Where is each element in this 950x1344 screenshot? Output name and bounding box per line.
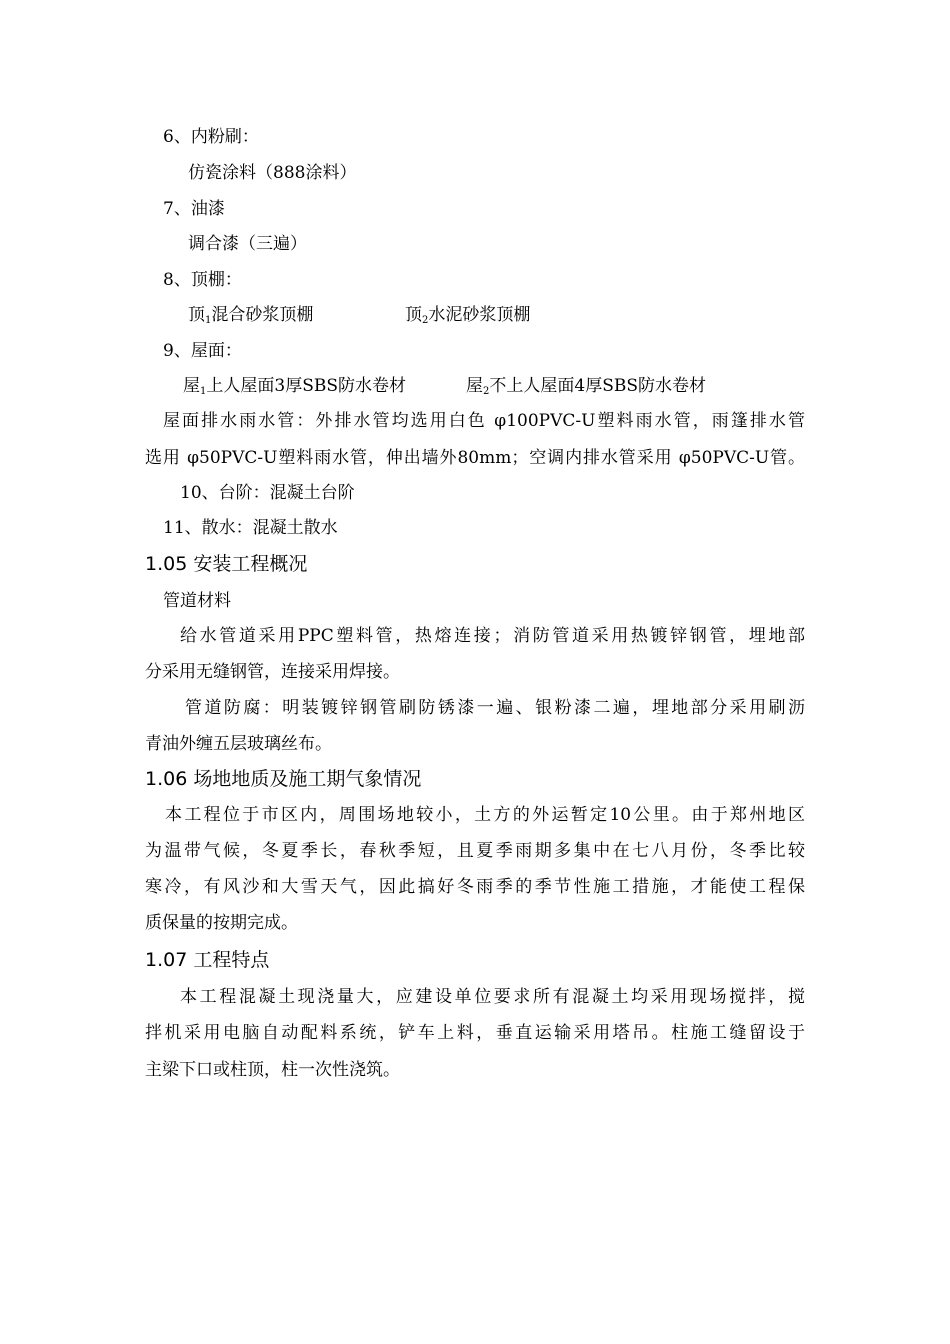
pipe-corrosion-line-1: 管道防腐：明装镀锌钢管刷防锈漆一遍、银粉漆二遍，埋地部分采用刷沥 (185, 698, 805, 718)
section-heading-1-05: 1.05 安装工程概况 (145, 553, 308, 575)
item-11: 11、散水：混凝土散水 (163, 518, 338, 538)
features-paragraph-line-3: 主梁下口或柱顶，柱一次性浇筑。 (145, 1060, 400, 1080)
features-paragraph-line-1: 本工程混凝土现浇量大，应建设单位要求所有混凝土均采用现场搅拌，搅 (180, 987, 805, 1007)
roof-drain-line-2: 选用 φ50PVC-U塑料雨水管，伸出墙外80mm；空调内排水管采用 φ50PVC-U管。 (145, 448, 805, 468)
item-6-heading: 6、内粉刷： (163, 127, 259, 147)
pipe-material-line-2: 分采用无缝钢管，连接采用焊接。 (145, 662, 400, 682)
pipe-material-heading: 管道材料 (163, 591, 231, 611)
features-paragraph-line-2: 拌机采用电脑自动配料系统，铲车上料，垂直运输采用塔吊。柱施工缝留设于 (145, 1023, 805, 1043)
pipe-material-line-1: 给水管道采用PPC塑料管，热熔连接；消防管道采用热镀锌钢管，埋地部 (180, 626, 805, 646)
item-8-heading: 8、顶棚： (163, 270, 242, 290)
item-7-content: 调合漆（三遍） (188, 234, 307, 254)
item-6-content: 仿瓷涂料（888涂料） (188, 163, 357, 183)
site-paragraph-line-4: 质保量的按期完成。 (145, 913, 298, 933)
ceiling-type-1: 顶$_1$混合砂浆顶棚 (188, 305, 314, 326)
roof-type-2: 屋$_2$不上人屋面4厚SBS防水卷材 (466, 376, 706, 397)
section-heading-1-07: 1.07 工程特点 (145, 949, 270, 971)
roof-type-1: 屋$_1$上人屋面3厚SBS防水卷材 (183, 376, 406, 397)
pipe-corrosion-line-2: 青油外缠五层玻璃丝布。 (145, 734, 332, 754)
roof-drain-line-1: 屋面排水雨水管：外排水管均选用白色 φ100PVC-U塑料雨水管，雨篷排水管 (163, 411, 805, 431)
ceiling-type-2: 顶$_2$水泥砂浆顶棚 (405, 305, 531, 326)
site-paragraph-line-1: 本工程位于市区内，周围场地较小，土方的外运暂定10公里。由于郑州地区 (165, 805, 805, 825)
site-paragraph-line-3: 寒冷，有风沙和大雪天气，因此搞好冬雨季的季节性施工措施，才能使工程保 (145, 877, 805, 897)
item-10: 10、台阶：混凝土台阶 (180, 483, 355, 503)
section-heading-1-06: 1.06 场地地质及施工期气象情况 (145, 768, 422, 790)
item-7-heading: 7、油漆 (163, 199, 225, 219)
item-9-heading: 9、屋面： (163, 341, 242, 361)
site-paragraph-line-2: 为温带气候，冬夏季长，春秋季短，且夏季雨期多集中在七八月份，冬季比较 (145, 841, 805, 861)
